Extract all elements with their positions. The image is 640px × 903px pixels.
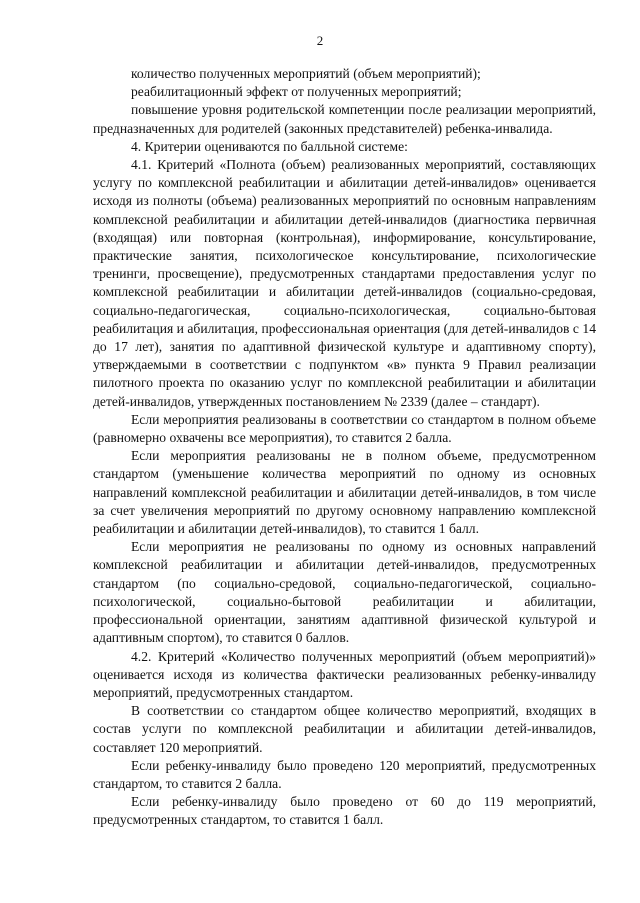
paragraph-criterion-effect: реабилитационный эффект от полученных мероприятий; [131, 84, 462, 100]
paragraph-score-2-full: Если мероприятия реализованы в соответствии со стандартом в полном объеме (равномерно охвачены все мероприятия), то ставится 2 балла. [93, 411, 596, 446]
paragraph-score-2-count: Если ребенку-инвалиду было проведено 120 мероприятий, предусмотренных стандартом, то ставится 2 балла. [93, 757, 596, 791]
paragraph-score-1-partial: Если мероприятия реализованы не в полном объеме, предусмотренном стандартом (уменьшение количества мероприятий по одному из основных направлений комплексной реабилитации и абилитации детей-инвалидов, в том числе за счет увеличения мероприятий по другому основному направлению комплексной реабилитации и абилитации детей-инвалидов), то ставится 1 балл. [93, 448, 596, 537]
paragraph-score-1-count: Если ребенку-инвалиду было проведено от 60 до 119 мероприятий, предусмотренных стандартом, то ставится 1 балл. [93, 794, 596, 828]
paragraph-standard-total: В соответствии со стандартом общее количество мероприятий, входящих в состав услуги по комплексной реабилитации и абилитации детей-инвалидов, составляет 120 мероприятий. [93, 703, 596, 755]
paragraph-score-0-missing: Если мероприятия не реализованы по одному из основных направлений комплексной реабилитации и абилитации детей-инвалидов, предусмотренных стандартом (по социально-средовой, социально-педагогической, социально-психологической, социально-бытовой реабилитации и абилитации, профессиональной ориентации, занятиям адаптивной физической культурой и адаптивным спортом), то ставится 0 баллов. [93, 539, 596, 646]
paragraph-criterion-4-1: 4.1. Критерий «Полнота (объем) реализованных мероприятий, составляющих услугу по комплексной реабилитации и абилитации детей-инвалидов» оценивается исходя из полноты (объема) реализованных мероприятий по основным направлениям комплексной реабилитации и абилитации детей-инвалидов (диагностика первичная (входящая) или повторная (контрольная), информирование, консультирование, практические занятия, психологическое консультирование, психологические тренинги, просвещение), предусмотренных стандартами предоставления услуг по комплексной реабилитации и абилитации детей-инвалидов (социально-средовая, социально-педагогическая, социально-психологическая, социально-бытовая реабилитация и абилитация, профессиональная ориентация (для детей-инвалидов с 14 до 17 лет), занятия по адаптивной физической культуре и адаптивному спорту), утверждаемыми в соответствии с подпунктом «в» пункта 9 Правил реализации пилотного проекта по оказанию услуг по комплексной реабилитации и абилитации детей-инвалидов, утвержденных постановлением № 2339 (далее – стандарт). [93, 157, 596, 409]
paragraph-criterion-parental-competence: повышение уровня родительской компетенции после реализации мероприятий, предназначенных для родителей (законных представителей) ребенка-инвалида. [93, 102, 596, 136]
paragraph-scoring-system: 4. Критерии оцениваются по балльной системе: [131, 138, 408, 154]
paragraph-criterion-count: количество полученных мероприятий (объем мероприятий); [131, 66, 481, 81]
paragraph-criterion-4-2: 4.2. Критерий «Количество полученных мероприятий (объем мероприятий)» оценивается исходя из количества фактически реализованных ребенку-инвалиду мероприятий, предусмотренных стандартом. [93, 648, 596, 700]
document-body [93, 65, 596, 830]
page-number: 2 [316, 33, 324, 48]
